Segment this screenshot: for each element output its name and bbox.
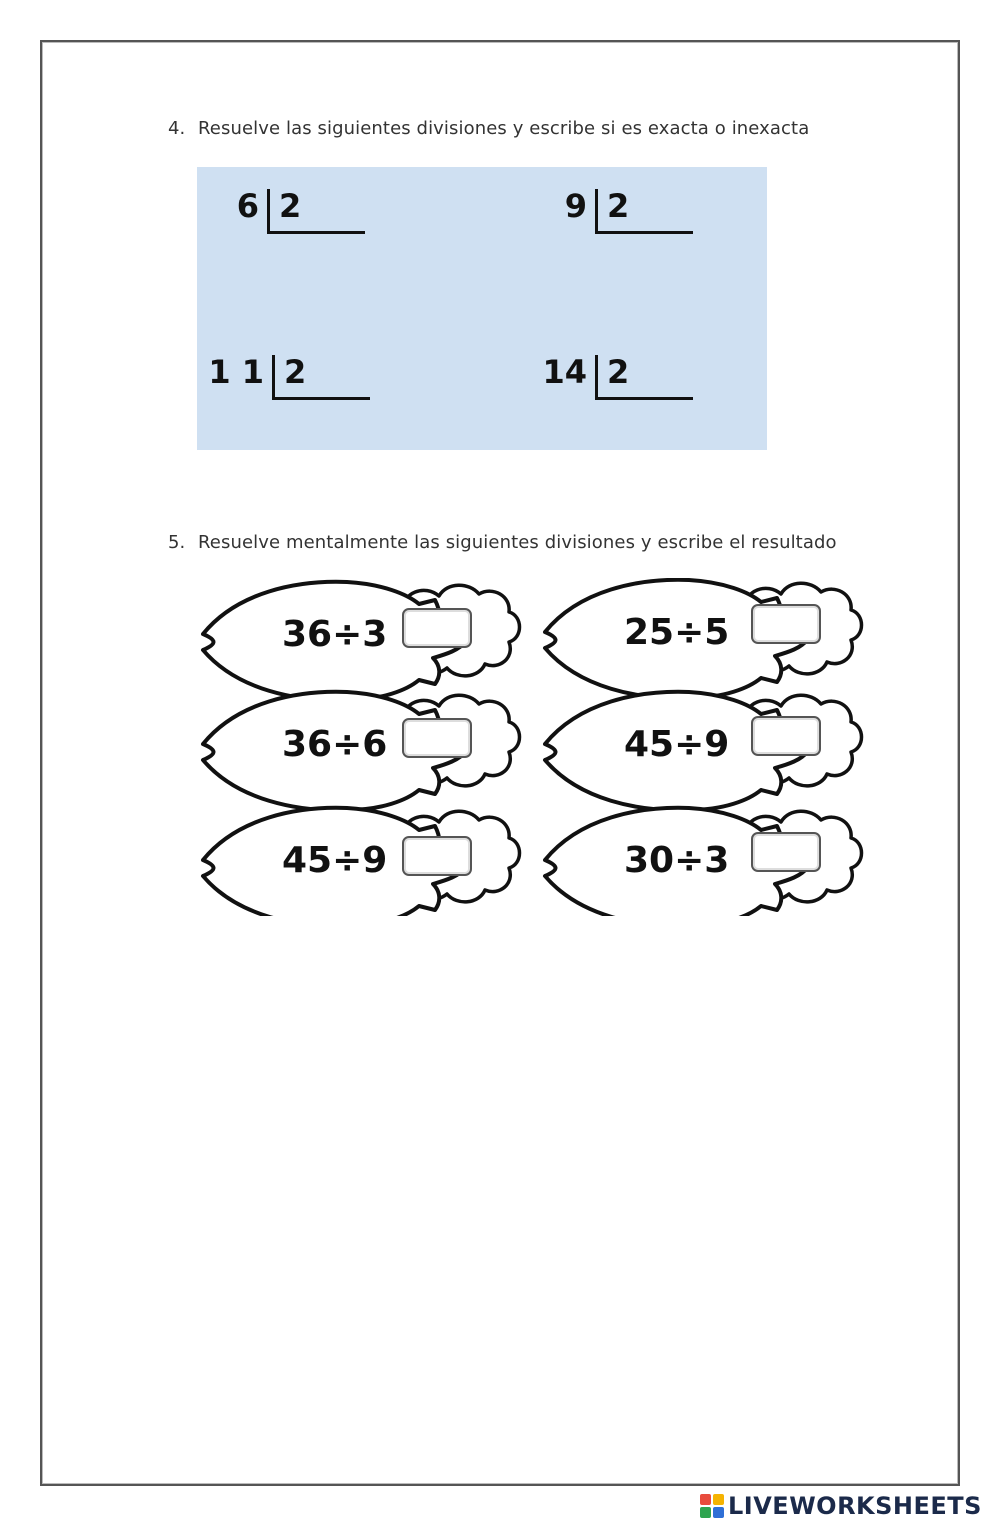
question-4-number: 4. (168, 118, 186, 139)
question-5-number: 5. (168, 532, 186, 553)
answer-box-6[interactable] (751, 832, 821, 872)
answer-box-5[interactable] (402, 836, 472, 876)
question-4-text: Resuelve las siguientes divisiones y escribe si es exacta o inexacta (198, 118, 810, 139)
liveworksheets-watermark (700, 1491, 982, 1521)
answer-box-1[interactable] (402, 608, 472, 648)
dividend: 1 1 (208, 353, 264, 391)
fish-cloud-1 (203, 582, 520, 700)
watermark-text: LIVEWORKSHEETS (728, 1492, 982, 1520)
logo-tile (713, 1494, 724, 1505)
liveworksheets-logo-icon (700, 1494, 724, 1518)
dividend: 9 (564, 187, 587, 225)
question-4 (168, 118, 809, 139)
dividend: 6 (236, 187, 259, 225)
expression-label: 30÷3 (624, 840, 730, 881)
expression-label: 45÷9 (624, 724, 730, 765)
answer-box-4[interactable] (751, 716, 821, 756)
mental-division-panel (197, 578, 875, 916)
logo-tile (700, 1494, 711, 1505)
long-division-panel (197, 167, 767, 450)
answer-box-3[interactable] (402, 718, 472, 758)
divisor: 2 (284, 353, 307, 391)
question-5-text: Resuelve mentalmente las siguientes divisiones y escribe el resultado (198, 532, 837, 553)
logo-tile (713, 1507, 724, 1518)
expression-label: 45÷9 (282, 840, 388, 881)
logo-tile (700, 1507, 711, 1518)
divisor: 2 (607, 353, 630, 391)
fish-cloud-3 (203, 692, 520, 810)
fish-cloud-5 (203, 808, 520, 916)
expression-label: 25÷5 (624, 612, 730, 653)
answer-box-2[interactable] (751, 604, 821, 644)
expression-label: 36÷6 (282, 724, 388, 765)
question-5 (168, 532, 837, 553)
expression-label: 36÷3 (282, 614, 388, 655)
dividend: 14 (542, 353, 587, 391)
divisor: 2 (279, 187, 302, 225)
divisor: 2 (607, 187, 630, 225)
